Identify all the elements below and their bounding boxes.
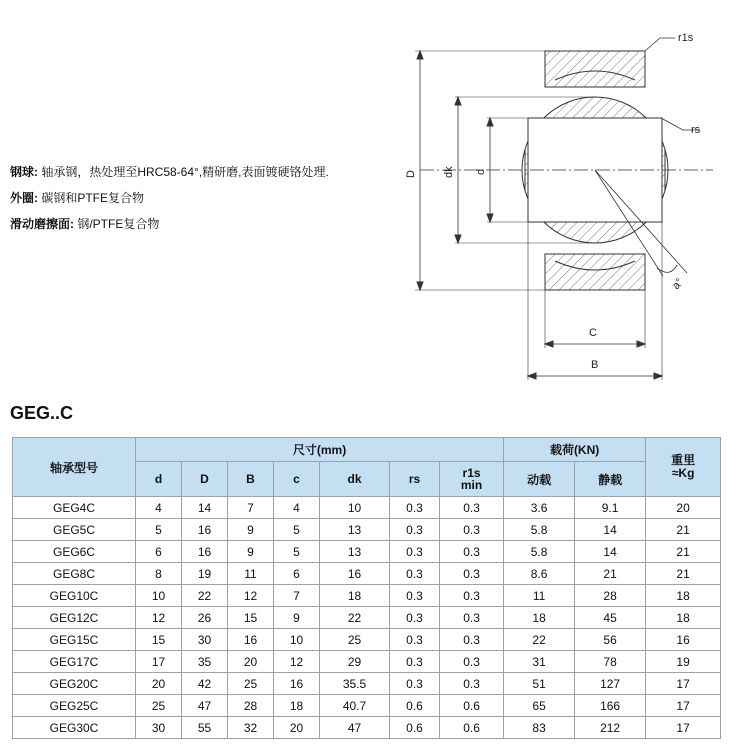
value-cell: 0.6 [440, 695, 504, 717]
spec-outer-ring [10, 191, 144, 205]
value-cell: 32 [228, 717, 274, 739]
table-row [13, 695, 721, 717]
model-cell: GEG12C [13, 607, 136, 629]
model-cell: GEG4C [13, 497, 136, 519]
value-cell: 3.6 [504, 497, 575, 519]
value-cell: 9.1 [575, 497, 646, 519]
value-cell: 0.3 [390, 585, 440, 607]
subheader-cell: B [228, 462, 274, 497]
model-cell: GEG25C [13, 695, 136, 717]
value-cell: 18 [646, 585, 721, 607]
bearing-spec-table [12, 437, 721, 739]
value-cell: 13 [320, 541, 390, 563]
label-rs: rs [691, 124, 701, 136]
value-cell: 166 [575, 695, 646, 717]
value-cell: 20 [136, 673, 182, 695]
value-cell: 28 [228, 695, 274, 717]
value-cell: 0.3 [440, 519, 504, 541]
value-cell: 22 [320, 607, 390, 629]
value-cell: 21 [575, 563, 646, 585]
value-cell: 11 [504, 585, 575, 607]
value-cell: 15 [228, 607, 274, 629]
value-cell: 10 [320, 497, 390, 519]
value-cell: 0.3 [390, 519, 440, 541]
value-cell: 5 [274, 519, 320, 541]
value-cell: 16 [182, 541, 228, 563]
value-cell: 29 [320, 651, 390, 673]
value-cell: 8.6 [504, 563, 575, 585]
subheader-cell: dk [320, 462, 390, 497]
header-weight: 重里 ≈Kg [646, 438, 721, 497]
model-cell: GEG5C [13, 519, 136, 541]
value-cell: 40.7 [320, 695, 390, 717]
value-cell: 55 [182, 717, 228, 739]
value-cell: 0.3 [440, 497, 504, 519]
value-cell: 16 [274, 673, 320, 695]
value-cell: 56 [575, 629, 646, 651]
value-cell: 51 [504, 673, 575, 695]
value-cell: 11 [228, 563, 274, 585]
value-cell: 8 [136, 563, 182, 585]
value-cell: 47 [320, 717, 390, 739]
value-cell: 42 [182, 673, 228, 695]
spec-text: 钢/PTFE复合物 [74, 217, 160, 231]
header-dimensions: 尺寸(mm) [136, 438, 504, 462]
label-r1s: r1s [678, 32, 694, 44]
value-cell: 21 [646, 563, 721, 585]
label-d: d [475, 168, 487, 175]
value-cell: 12 [136, 607, 182, 629]
value-cell: 14 [182, 497, 228, 519]
spec-text: 轴承钢，热处理至HRC58-64°,精研磨,表面镀硬铬处理. [38, 165, 329, 179]
value-cell: 6 [136, 541, 182, 563]
value-cell: 0.3 [440, 651, 504, 673]
value-cell: 9 [274, 607, 320, 629]
value-cell: 0.3 [440, 673, 504, 695]
value-cell: 30 [136, 717, 182, 739]
model-cell: GEG6C [13, 541, 136, 563]
value-cell: 35 [182, 651, 228, 673]
model-cell: GEG15C [13, 629, 136, 651]
spec-sliding-surface [10, 217, 159, 231]
value-cell: 19 [646, 651, 721, 673]
model-cell: GEG8C [13, 563, 136, 585]
value-cell: 7 [274, 585, 320, 607]
model-cell: GEG10C [13, 585, 136, 607]
value-cell: 47 [182, 695, 228, 717]
value-cell: 0.3 [440, 607, 504, 629]
table-row [13, 673, 721, 695]
subheader-cell: D [182, 462, 228, 497]
value-cell: 30 [182, 629, 228, 651]
value-cell: 65 [504, 695, 575, 717]
subheader-cell: c [274, 462, 320, 497]
model-cell: GEG20C [13, 673, 136, 695]
model-cell: GEG30C [13, 717, 136, 739]
value-cell: 4 [274, 497, 320, 519]
value-cell: 22 [504, 629, 575, 651]
outer-ring-bottom [545, 254, 645, 290]
table-row [13, 607, 721, 629]
subheader-cell: r1s min [440, 462, 504, 497]
spec-steel-ball [10, 165, 329, 179]
value-cell: 18 [504, 607, 575, 629]
value-cell: 0.3 [390, 607, 440, 629]
value-cell: 212 [575, 717, 646, 739]
value-cell: 16 [182, 519, 228, 541]
value-cell: 18 [320, 585, 390, 607]
value-cell: 0.6 [390, 695, 440, 717]
value-cell: 0.6 [440, 717, 504, 739]
table-row [13, 717, 721, 739]
table-row [13, 519, 721, 541]
label-B: B [591, 359, 599, 371]
table-row [13, 585, 721, 607]
value-cell: 0.3 [440, 563, 504, 585]
table-row [13, 541, 721, 563]
bearing-cross-section-diagram [395, 18, 725, 388]
subheader-cell: d [136, 462, 182, 497]
value-cell: 9 [228, 519, 274, 541]
value-cell: 7 [228, 497, 274, 519]
table-row [13, 629, 721, 651]
spec-label: 钢球: [10, 165, 38, 179]
table-body [13, 497, 721, 739]
subheader-cell: rs [390, 462, 440, 497]
value-cell: 10 [136, 585, 182, 607]
value-cell: 127 [575, 673, 646, 695]
value-cell: 0.3 [440, 541, 504, 563]
table-row [13, 563, 721, 585]
value-cell: 35.5 [320, 673, 390, 695]
model-cell: GEG17C [13, 651, 136, 673]
value-cell: 17 [646, 717, 721, 739]
value-cell: 21 [646, 519, 721, 541]
subheader-cell: 动载 [504, 462, 575, 497]
value-cell: 25 [320, 629, 390, 651]
value-cell: 18 [646, 607, 721, 629]
value-cell: 20 [274, 717, 320, 739]
table-row [13, 497, 721, 519]
value-cell: 83 [504, 717, 575, 739]
outer-ring-top [545, 51, 645, 87]
value-cell: 6 [274, 563, 320, 585]
value-cell: 15 [136, 629, 182, 651]
value-cell: 0.3 [440, 629, 504, 651]
value-cell: 14 [575, 519, 646, 541]
value-cell: 10 [274, 629, 320, 651]
label-dk: dk [443, 166, 455, 178]
value-cell: 5 [274, 541, 320, 563]
value-cell: 9 [228, 541, 274, 563]
spec-label: 外圈: [10, 191, 38, 205]
value-cell: 0.3 [390, 497, 440, 519]
header-model: 轴承型号 [13, 438, 136, 497]
value-cell: 20 [646, 497, 721, 519]
label-D: D [405, 170, 417, 178]
value-cell: 78 [575, 651, 646, 673]
value-cell: 26 [182, 607, 228, 629]
value-cell: 16 [320, 563, 390, 585]
value-cell: 17 [136, 651, 182, 673]
value-cell: 4 [136, 497, 182, 519]
value-cell: 0.6 [390, 717, 440, 739]
label-C: C [589, 327, 597, 339]
value-cell: 0.3 [390, 629, 440, 651]
value-cell: 0.3 [390, 673, 440, 695]
value-cell: 21 [646, 541, 721, 563]
value-cell: 0.3 [390, 563, 440, 585]
value-cell: 16 [228, 629, 274, 651]
subheader-cell: 静载 [575, 462, 646, 497]
value-cell: 13 [320, 519, 390, 541]
value-cell: 45 [575, 607, 646, 629]
spec-text: 碳钢和PTFE复合物 [38, 191, 145, 205]
value-cell: 12 [274, 651, 320, 673]
value-cell: 25 [228, 673, 274, 695]
value-cell: 20 [228, 651, 274, 673]
value-cell: 0.3 [440, 585, 504, 607]
value-cell: 5.8 [504, 519, 575, 541]
section-title: GEG..C [10, 403, 74, 423]
value-cell: 19 [182, 563, 228, 585]
header-loads: 载荷(KN) [504, 438, 646, 462]
table-row [13, 651, 721, 673]
value-cell: 31 [504, 651, 575, 673]
value-cell: 28 [575, 585, 646, 607]
value-cell: 25 [136, 695, 182, 717]
value-cell: 18 [274, 695, 320, 717]
value-cell: 0.3 [390, 541, 440, 563]
value-cell: 5.8 [504, 541, 575, 563]
value-cell: 16 [646, 629, 721, 651]
value-cell: 17 [646, 695, 721, 717]
value-cell: 17 [646, 673, 721, 695]
value-cell: 12 [228, 585, 274, 607]
value-cell: 5 [136, 519, 182, 541]
spec-label: 滑动磨擦面: [10, 217, 74, 231]
value-cell: 14 [575, 541, 646, 563]
value-cell: 0.3 [390, 651, 440, 673]
label-alpha: a° [670, 276, 687, 292]
value-cell: 22 [182, 585, 228, 607]
